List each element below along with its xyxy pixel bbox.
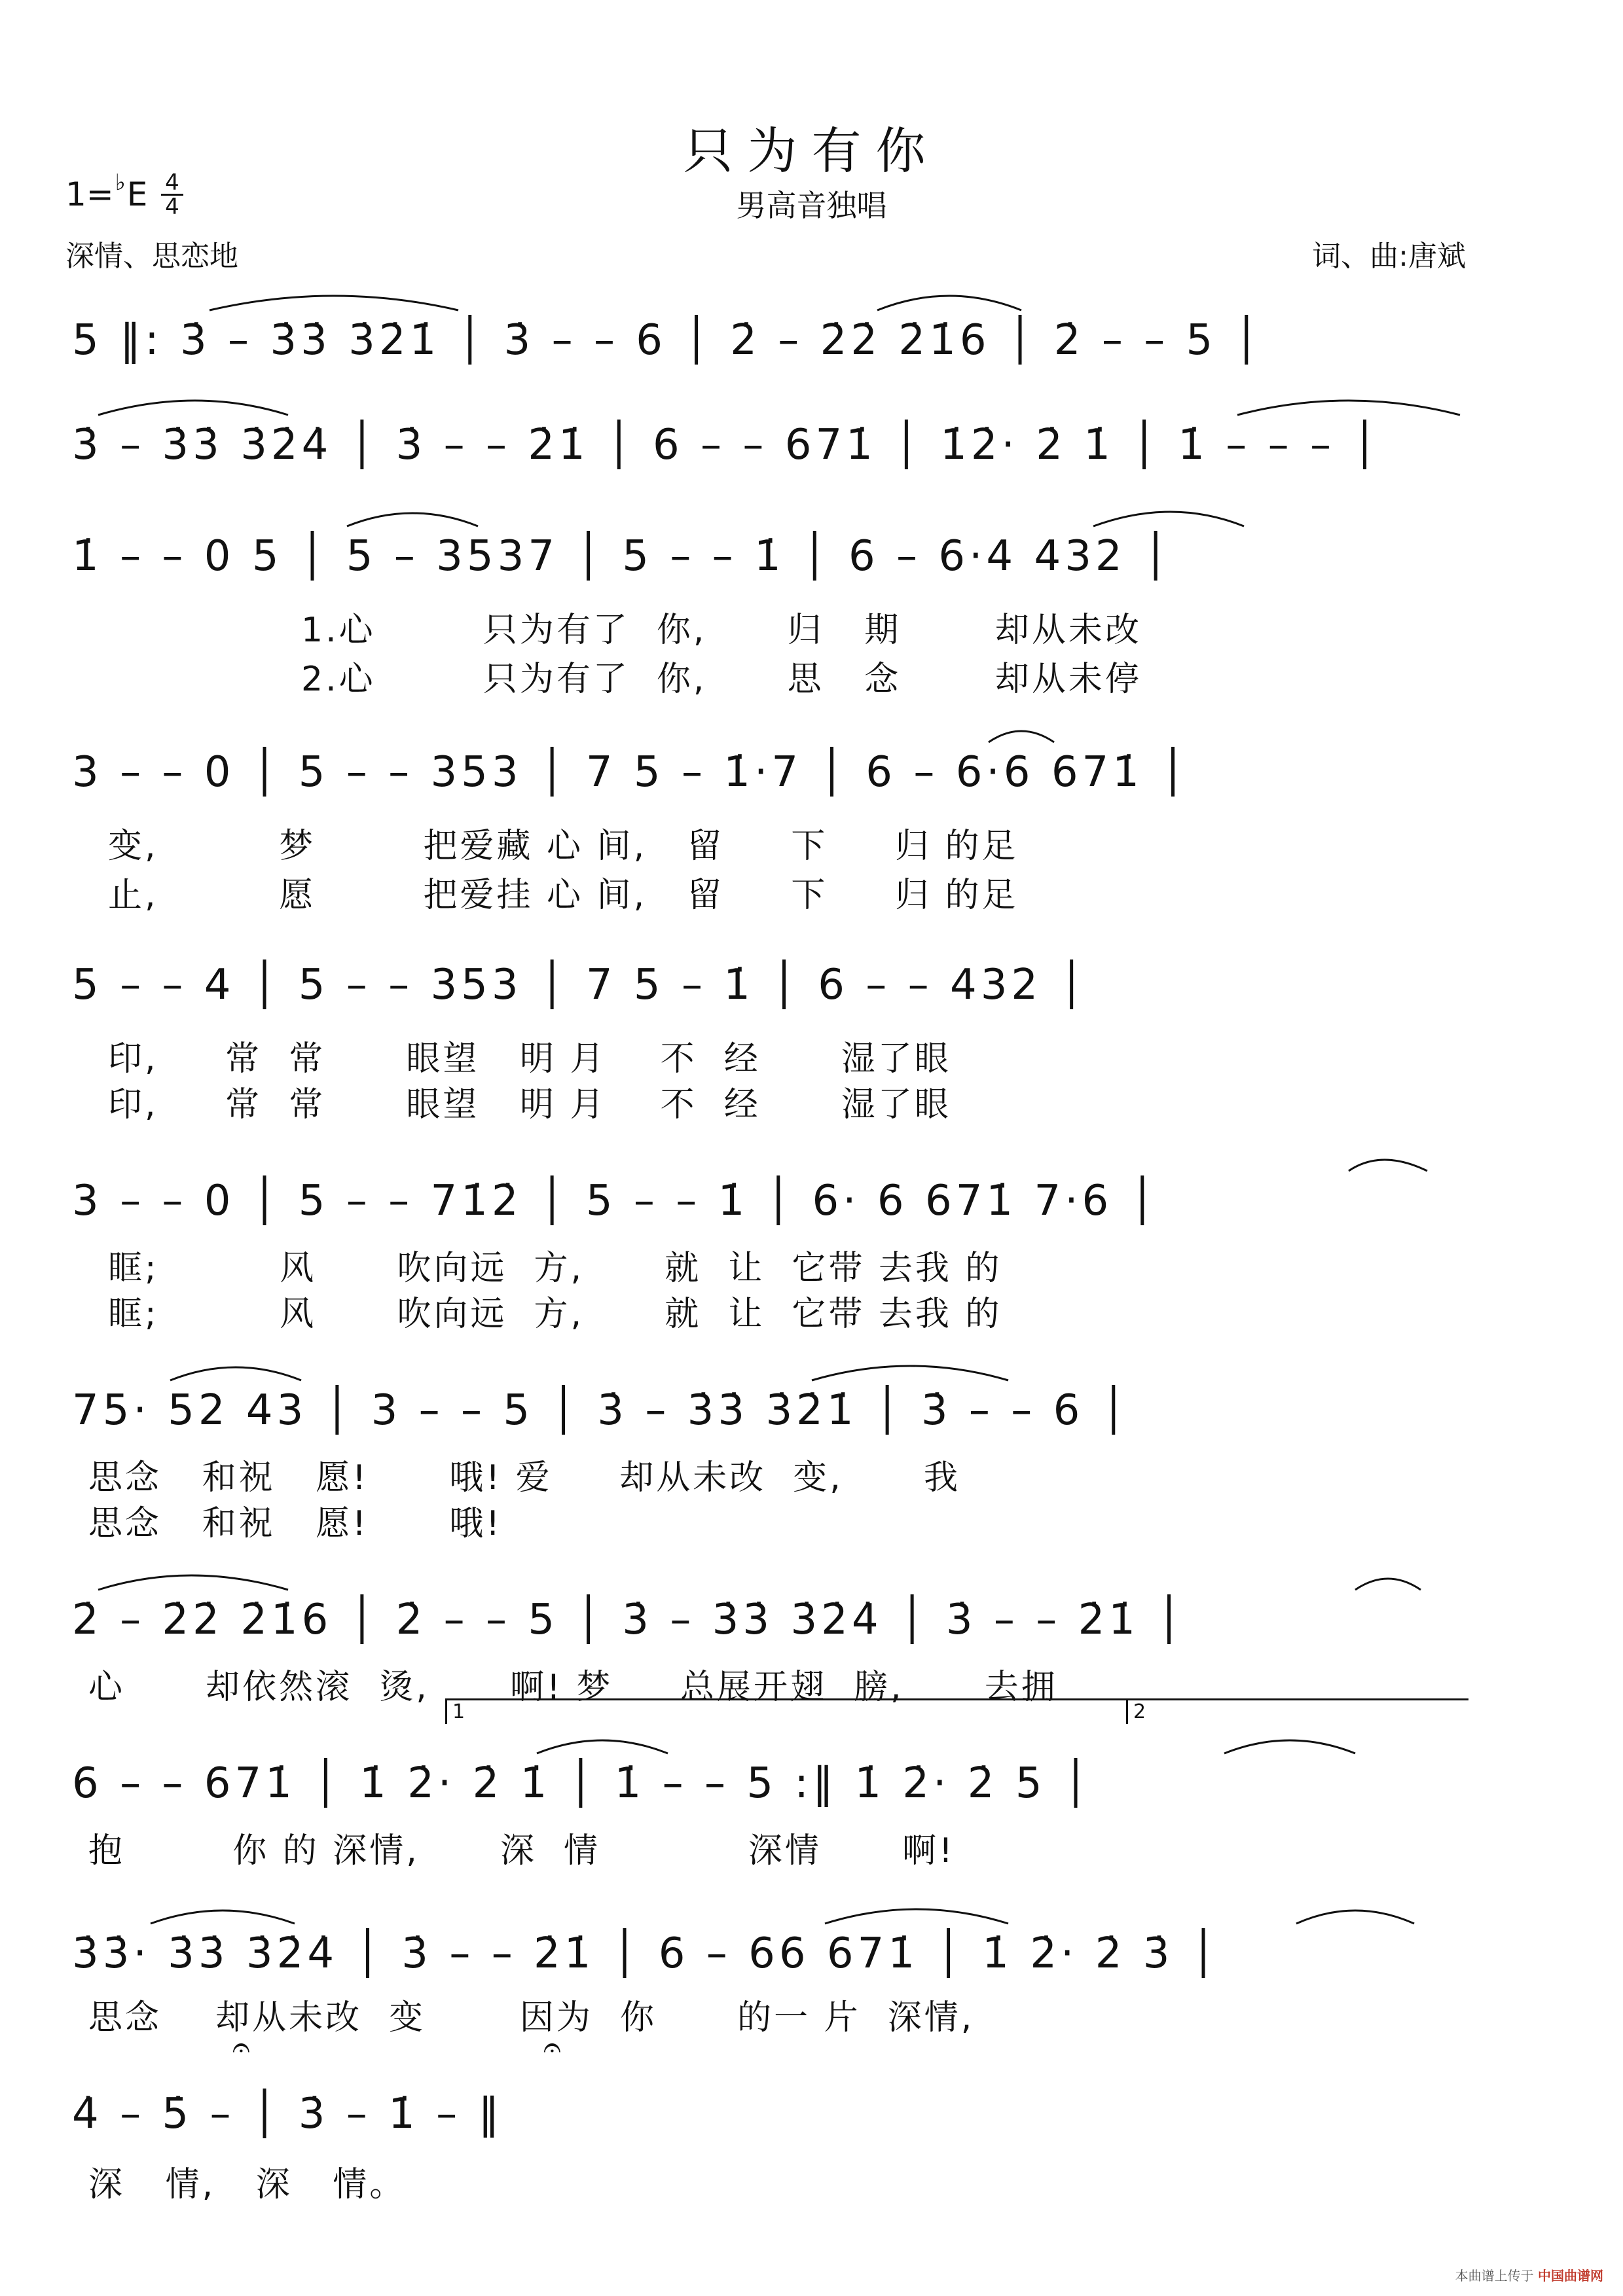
time-signature — [161, 171, 183, 218]
staff-line-10 — [72, 1921, 1467, 1986]
lyric-line-3-verse-1: 1.心 只为有了 你, 归 期 却从未改 — [301, 611, 1142, 650]
staff-line-5 — [72, 952, 1467, 1018]
volta-first-number: 1 — [452, 1700, 465, 1723]
staff-line-11 — [72, 2081, 1467, 2147]
staff-line-6 — [72, 1168, 1467, 1234]
lyric-line-4-verse-1: 变, 梦 把爱藏 心 间, 留 下 归 的足 — [108, 827, 1019, 866]
lyric-line-5-verse-1: 印, 常 常 眼望 明 月 不 经 湿了眼 — [108, 1039, 951, 1079]
notes-line-11: 4̇ – 5̇ – │ 3̇ – 1̇ – ‖ — [72, 2090, 503, 2138]
notes-line-4: 3 – – 0 │ 5 – – 353 │ 7 5 – 1̇·7 │ 6 – 6·6 671̇ │ — [72, 748, 1190, 797]
lyric-line-7-verse-1: 思念 和祝 愿! 哦! 爱 却从未改 变, 我 — [88, 1458, 960, 1498]
notes-line-7: 75· 52 43 │ 3 – – 5 │ 3̇ – 3̇3̇ 3̇2̇1̇ │ 3̇ – – 6 │ — [72, 1386, 1131, 1435]
lyric-line-6-verse-1: 眶; 风 吹向远 方, 就 让 它带 去我 的 — [108, 1249, 1002, 1288]
flat-icon: ♭ — [115, 170, 126, 196]
lyric-line-9-verse-1: 抱 你 的 深情, 深 情 深情 啊! — [88, 1831, 955, 1871]
fermata-icon: 𝄐 — [232, 2029, 250, 2066]
time-numerator: 4 — [161, 171, 183, 196]
staff-line-2 — [72, 412, 1467, 478]
staff-line-8 — [72, 1587, 1467, 1653]
tempo-mood: 深情、思恋地 — [65, 240, 238, 273]
volta-second-number: 2 — [1133, 1700, 1146, 1723]
composer-credit: 词、曲:唐斌 — [1312, 240, 1466, 273]
staff-line-7 — [72, 1378, 1467, 1443]
key-signature — [65, 170, 148, 213]
fermata-icon: 𝄐 — [543, 2029, 561, 2066]
notes-line-10: 3̇3̇· 3̇3̇ 3̇2̇4̇ │ 3̇ – – 2̇1̇ │ 6 – 66 671̇ │ 1̇ 2̇· 2̇ 3̇ │ — [72, 1929, 1220, 1978]
lyric-line-4-verse-2: 止, 愿 把爱挂 心 间, 留 下 归 的足 — [108, 876, 1019, 915]
volta-second-ending — [1126, 1698, 1468, 1724]
staff-line-9 — [72, 1751, 1467, 1816]
lyric-line-11-verse-1: 深 情, 深 情。 — [88, 2165, 407, 2204]
key-note: E — [126, 175, 148, 213]
notes-line-6: 3 – – 0 │ 5 – – 71̇2̇ │ 5 – – 1̇ │ 6· 6 671̇ 7·6 │ — [72, 1177, 1159, 1225]
notes-line-9: 6 – – 671̇ │ 1̇ 2̇· 2̇ 1̇ │ 1̇ – – 5 :‖ 1̇ 2̇· 2̇ 5 │ — [72, 1759, 1093, 1808]
song-title: 只为有你 — [683, 122, 940, 180]
footer-text: 本曲谱上传于 — [1455, 2268, 1534, 2284]
site-logo: 中国曲谱网 — [1538, 2268, 1603, 2284]
notes-line-5: 5 – – 4 │ 5 – – 353 │ 7 5 – 1̇ │ 6 – – 432 │ — [72, 961, 1088, 1009]
notes-line-2: 3̇ – 3̇3̇ 3̇2̇4̇ │ 3̇ – – 2̇1̇ │ 6 – – 671̇ │ 1̇2̇· 2̇ 1̇ │ 1̇ – – – │ — [72, 421, 1381, 469]
volta-first-ending — [445, 1698, 1128, 1724]
lyric-line-3-verse-2: 2.心 只为有了 你, 思 念 却从未停 — [301, 660, 1142, 699]
song-subtitle: 男高音独唱 — [736, 188, 887, 223]
source-watermark — [1455, 2265, 1603, 2284]
staff-line-4 — [72, 740, 1467, 805]
key-prefix: 1= — [65, 175, 114, 213]
lyric-line-10-verse-1: 思念 却从未改 变 因为 你 的一 片 深情, — [88, 1998, 975, 2037]
lyric-line-7-verse-2: 思念 和祝 愿! 哦! — [88, 1504, 503, 1543]
staff-line-1 — [72, 308, 1467, 373]
time-denominator: 4 — [165, 194, 179, 220]
notes-line-8: 2̇ – 2̇2̇ 2̇1̇6 │ 2̇ – – 5 │ 3̇ – 3̇3̇ 3̇2̇4̇ │ 3̇ – – 2̇1̇ │ — [72, 1596, 1186, 1644]
staff-line-3 — [72, 524, 1467, 589]
notes-line-1: 5 ‖: 3̇ – 3̇3̇ 3̇2̇1̇ │ 3̇ – – 6 │ 2̇ – 2̇2̇ 2̇1̇6 │ 2̇ – – 5 │ — [72, 316, 1264, 365]
lyric-line-6-verse-2: 眶; 风 吹向远 方, 就 让 它带 去我 的 — [108, 1295, 1002, 1334]
notes-line-3: 1̇ – – 0 5 │ 5 – 3537 │ 5 – – 1̇ │ 6 – 6·4 432 │ — [72, 532, 1173, 581]
lyric-line-5-verse-2: 印, 常 常 眼望 明 月 不 经 湿了眼 — [108, 1085, 951, 1124]
lyric-line-8-verse-1: 心 却依然滚 烫, 啊! 梦 总展开翅 膀, 去拥 — [88, 1668, 1058, 1707]
